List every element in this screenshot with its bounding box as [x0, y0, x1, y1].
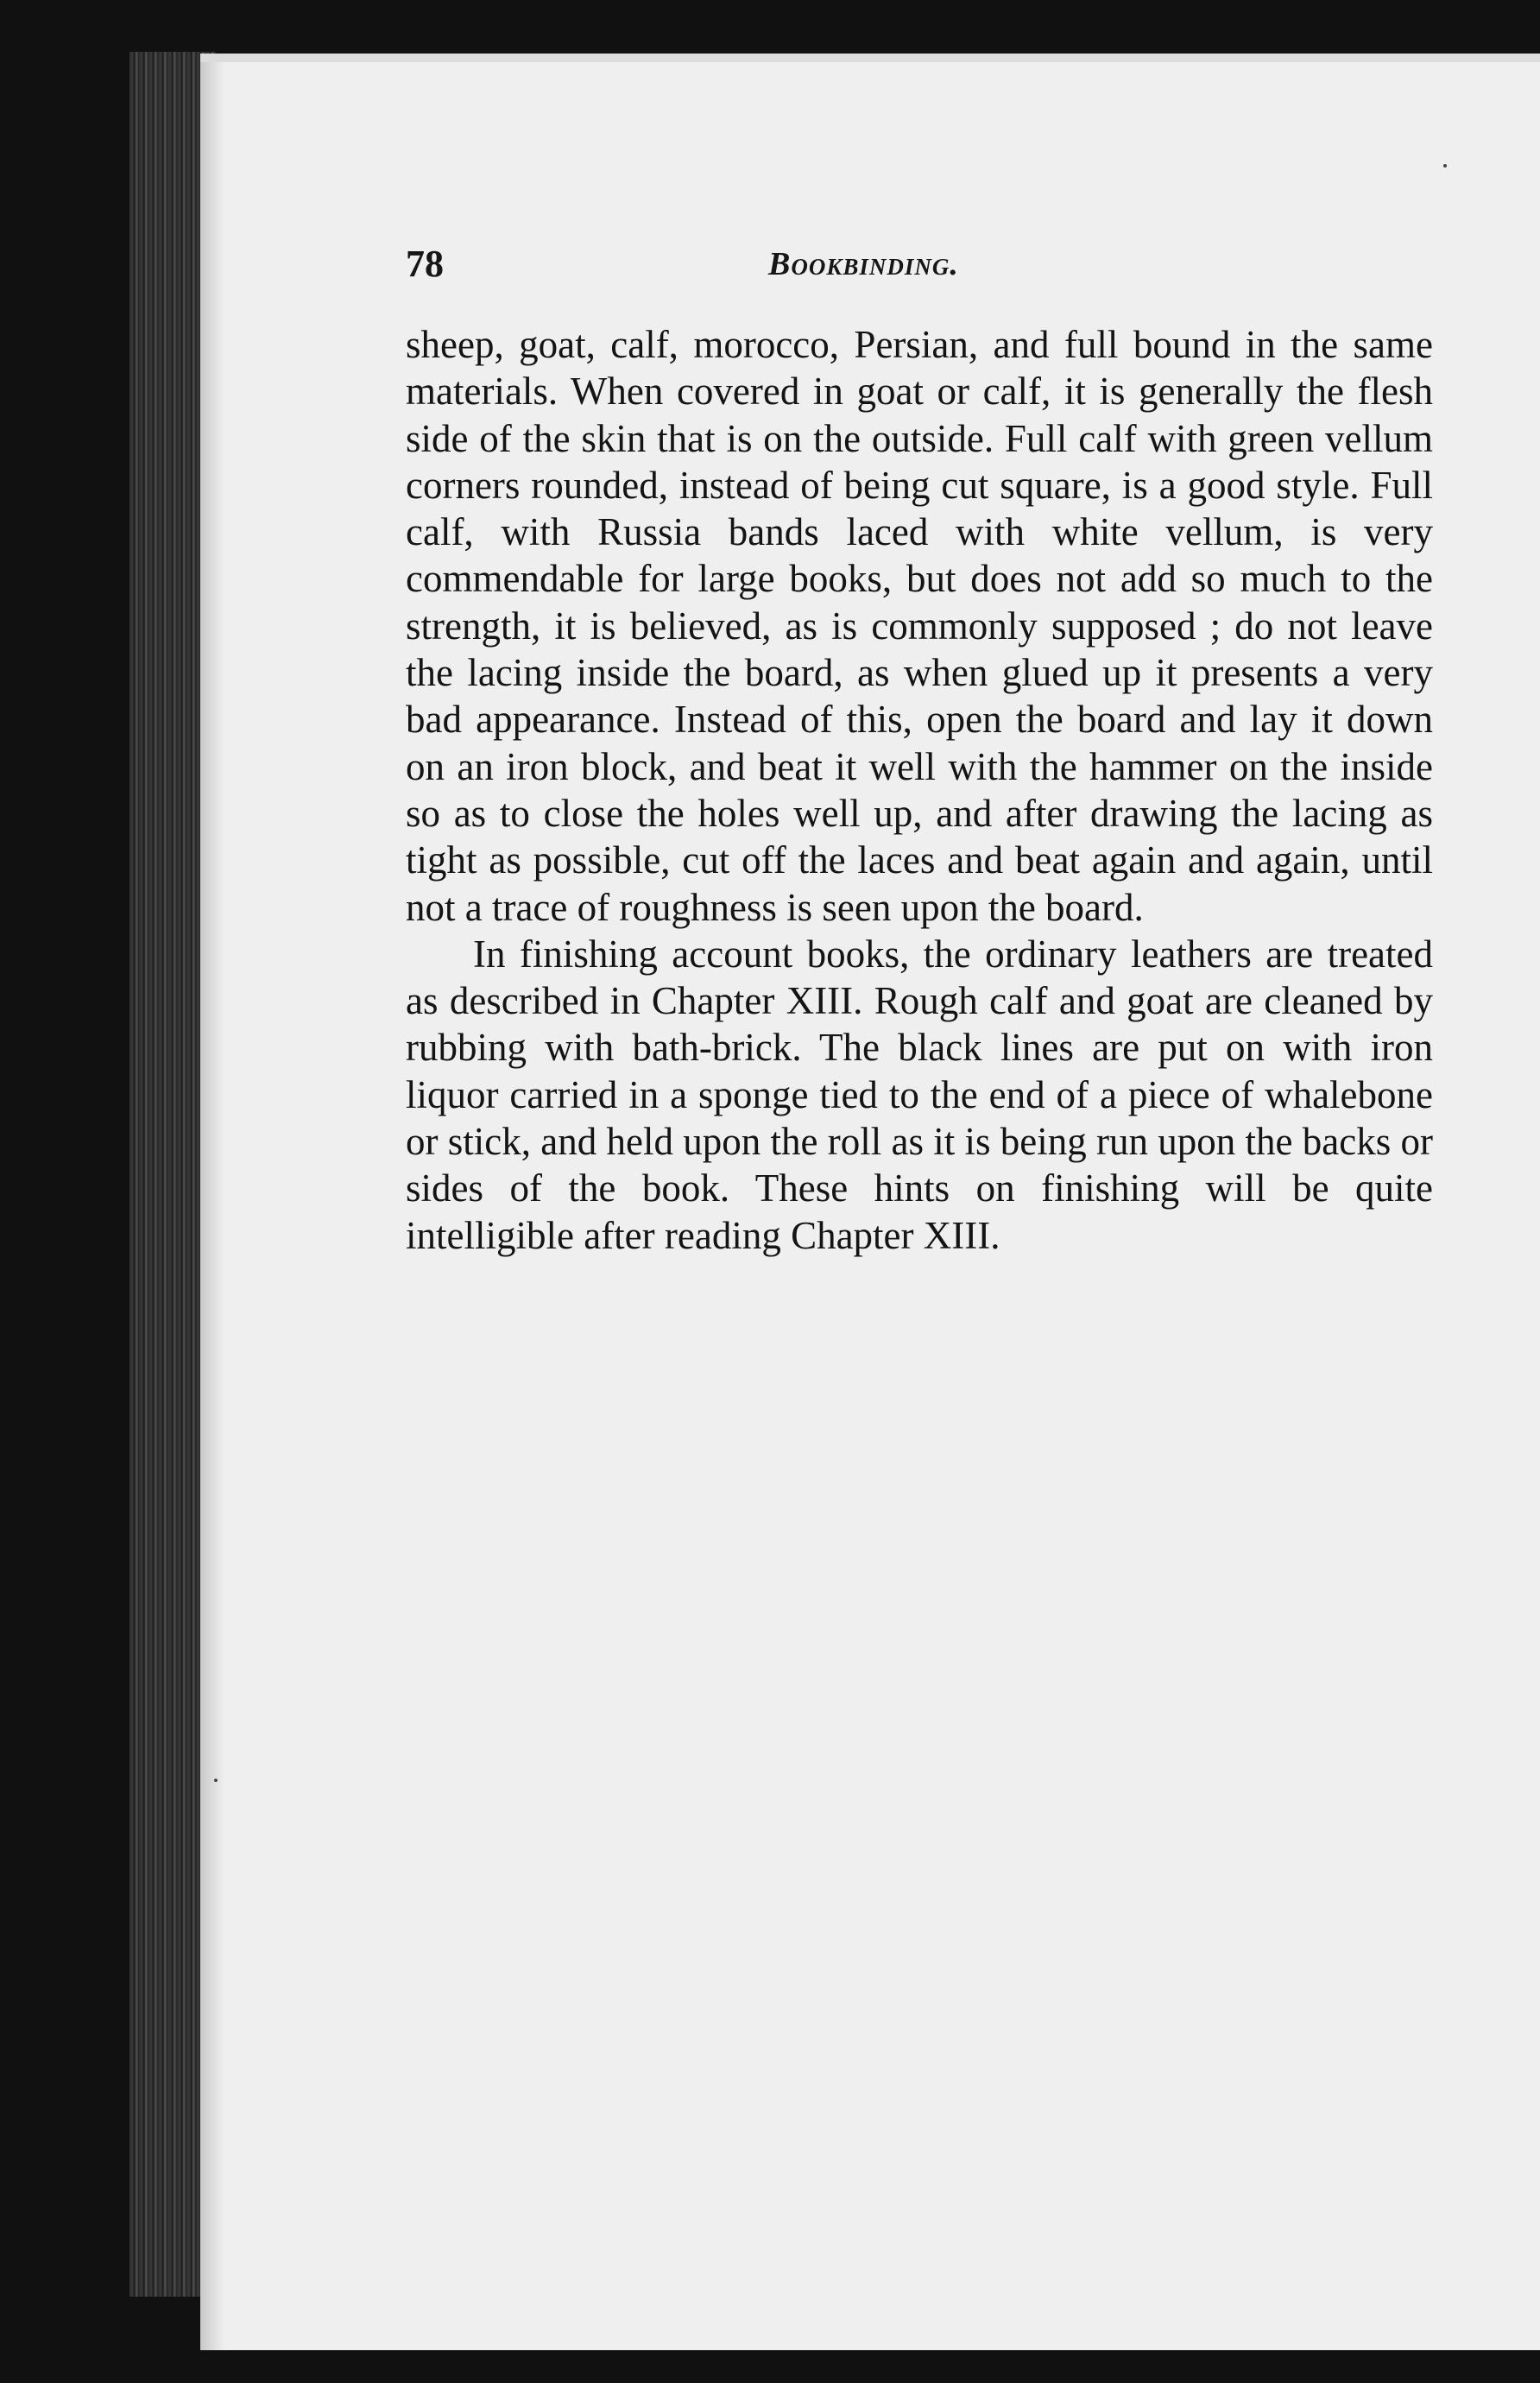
page-body	[406, 321, 1433, 1259]
page-number: 78	[406, 243, 444, 285]
paragraph-1: sheep, goat, calf, morocco, Persian, and full bound in the same materials. When covered in goat or calf, it is generally the flesh side of the skin that is on the outside. Full calf with green vellum corners rounded, instead of being cut square, is a good style. Full calf, with Russia bands laced with white vellum, is very commendable for large books, but does not add so much to the strength, it is believed, as is commonly supposed ; do not leave the lacing inside the board, as when glued up it presents a very bad appearance. Instead of this, open the board and lay it down on an iron block, and beat it well with the hammer on the inside so as to close the holes well up, and after drawing the lacing as tight as possible, cut off the laces and beat again and again, until not a trace of roughness is seen upon the board.	[406, 323, 1433, 929]
scan-speck	[1443, 164, 1447, 168]
scan-speck	[214, 1779, 218, 1782]
page-header	[406, 242, 1433, 294]
gutter-shadow	[200, 62, 224, 2350]
running-head: Bookbinding.	[768, 246, 959, 282]
paragraph-2: In finishing account books, the ordinary leathers are treated as described in Chapter XIII. Rough calf and goat are cleaned by rubbing with bath-brick. The black lines are put on with iron liquor carried in a sponge tied to the end of a piece of whalebone or stick, and held upon the roll as it is being run upon the backs or sides of the book. These hints on finishing will be quite intelligible after reading Chapter XIII.	[406, 932, 1433, 1257]
